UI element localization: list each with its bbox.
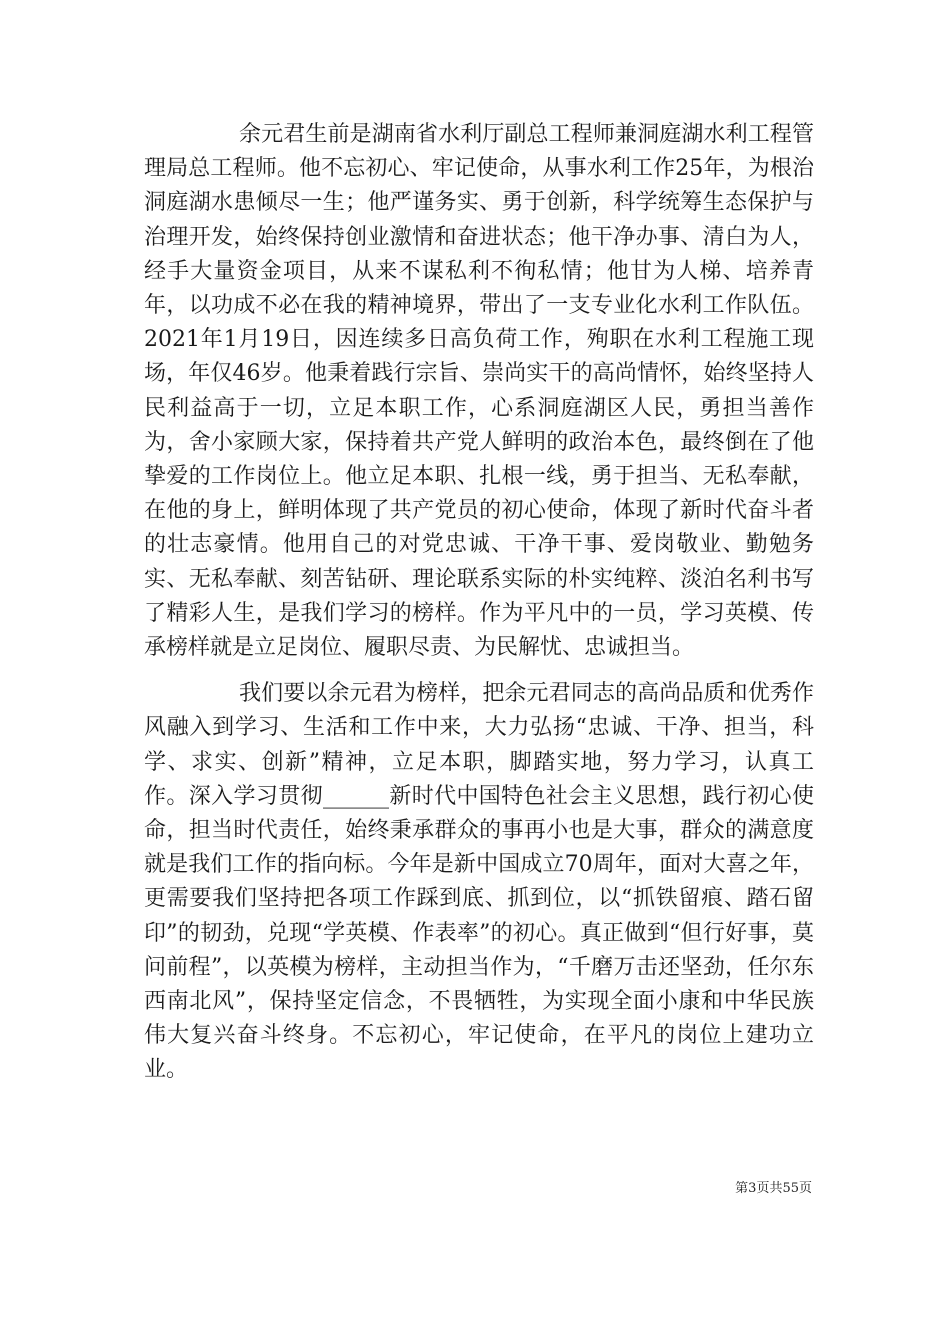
page-number: 第3页共55页 <box>735 1181 812 1196</box>
document-body <box>144 118 814 1088</box>
paragraph-1: 余元君生前是湖南省水利厅副总工程师兼洞庭湖水利工程管理局总工程师。他不忘初心、牢记使命，从事水利工作25年，为根治洞庭湖水患倾尽一生；他严谨务实、勇于创新，科学统筹生态保护与治理开发，始终保持创业激情和奋进状态；他干净办事、清白为人，经手大量资金项目，从来不谋私利不徇私情；他甘为人梯、培养青年，以功成不必在我的精神境界，带出了一支专业化水利工作队伍。2021年1月19日，因连续多日高负荷工作，殉职在水利工程施工现场，年仅46岁。他秉着践行宗旨、崇尚实干的高尚情怀，始终坚持人民利益高于一切，立足本职工作，心系洞庭湖区人民，勇担当善作为，舍小家顾大家，保持着共产党人鲜明的政治本色，最终倒在了他挚爱的工作岗位上。他立足本职、扎根一线，勇于担当、无私奉献，在他的身上，鲜明体现了共产党员的初心使命，体现了新时代奋斗者的壮志豪情。他用自己的对党忠诚、干净干事、爱岗敬业、勤勉务实、无私奉献、刻苦钻研、理论联系实际的朴实纯粹、淡泊名利书写了精彩人生，是我们学习的榜样。作为平凡中的一员，学习英模、传承榜样就是立足岗位、履职尽责、为民解忧、忠诚担当。 <box>144 122 814 661</box>
paragraph-2: 我们要以余元君为榜样，把余元君同志的高尚品质和优秀作风融入到学习、生活和工作中来，大力弘扬“忠诚、干净、担当，科学、求实、创新”精神，立足本职，脚踏实地，努力学习，认真工作。深入学习贯彻______新时代中国特色社会主义思想，践行初心使命，担当时代责任，始终秉承群众的事再小也是大事，群众的满意度就是我们工作的指向标。今年是新中国成立70周年，面对大喜之年，更需要我们坚持把各项工作踩到底、抓到位，以“抓铁留痕、踏石留印”的韧劲，兑现“学英模、作表率”的初心。真正做到“但行好事，莫问前程”，以英模为榜样，主动担当作为，“千磨万击还坚劲，任尔东西南北风”，保持坚定信念，不畏牺牲，为实现全面小康和中华民族伟大复兴奋斗终身。不忘初心，牢记使命，在平凡的岗位上建功立业。 <box>144 681 814 1083</box>
